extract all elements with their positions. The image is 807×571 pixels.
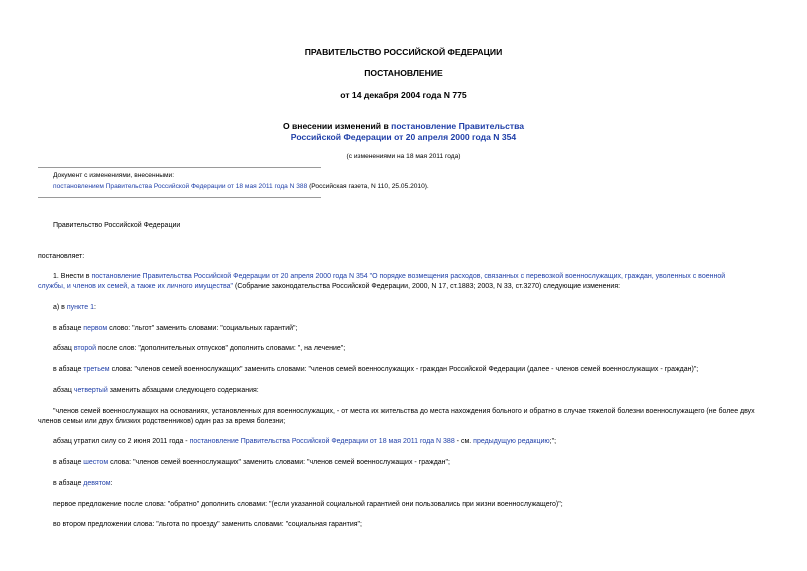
item-ninth bbox=[53, 479, 113, 489]
item-a-link[interactable]: пункте 1 bbox=[66, 304, 94, 311]
item-third-pre: в абзаце bbox=[53, 366, 84, 373]
divider-top bbox=[38, 167, 321, 168]
note-rest: (Российская газета, N 110, 25.05.2010). bbox=[307, 183, 429, 190]
paragraph-1-link[interactable]: постановление Правительства Российской Федерации от 20 апреля 2000 года N 354 "О порядке возмещения расходов, связанных с перевозкой военнослужащих, граждан, уволенных с военной bbox=[91, 273, 726, 280]
title-link[interactable]: постановление Правительства bbox=[391, 121, 525, 131]
item-sixth bbox=[53, 458, 450, 468]
document-type: ПОСТАНОВЛЕНИЕ bbox=[364, 68, 443, 78]
note-line2 bbox=[53, 183, 429, 190]
item-second-post: после слов: "дополнительных отпусков" дополнить словами: ", на лечение"; bbox=[96, 345, 346, 352]
document-title-line1 bbox=[0, 121, 807, 131]
repealed-pre: абзац утратил силу со 2 июня 2011 года - bbox=[53, 438, 190, 445]
paragraph-1-start: 1. Внести в bbox=[53, 273, 92, 280]
repealed-paragraph bbox=[53, 437, 556, 447]
item-second-link[interactable]: второй bbox=[73, 345, 97, 352]
title-text: О внесении изменений в bbox=[282, 121, 392, 131]
paragraph-1-line2 bbox=[38, 282, 620, 292]
first-sentence-change: первое предложение после слова: "обратно" дополнить словами: "(если указанной социальной гарантией они пользовались при жизни военнослужащего)"; bbox=[53, 501, 563, 508]
divider-bottom bbox=[38, 197, 321, 198]
previous-edition-link[interactable]: предыдущую редакцию bbox=[473, 438, 550, 445]
item-first-post: слово: "льгот" заменить словами: "социальных гарантий"; bbox=[107, 325, 298, 332]
item-sixth-post: слова: "членов семей военнослужащих" заменить словами: "членов семей военнослужащих - граждан"; bbox=[108, 459, 450, 466]
note-line1: Документ с изменениями, внесенными: bbox=[53, 172, 175, 179]
item-third-post: слова: "членов семей военнослужащих" заменить словами: "членов семей военнослужащих - граждан Российской Федерации (далее - членов семей военнослужащих - граждан)"; bbox=[109, 366, 699, 373]
document-date-number: от 14 декабря 2004 года N 775 bbox=[340, 90, 467, 100]
changes-note: (с изменениями на 18 мая 2011 года) bbox=[346, 153, 461, 160]
government-heading: ПРАВИТЕЛЬСТВО РОССИЙСКОЙ ФЕДЕРАЦИИ bbox=[304, 47, 503, 57]
paragraph-1-rest: (Собрание законодательства Российской Федерации, 2000, N 17, ст.1883; 2003, N 33, ст.3270) следующие изменения: bbox=[233, 283, 621, 290]
item-third bbox=[53, 365, 698, 375]
item-first bbox=[53, 324, 297, 334]
quote-line2: членов семьи или двух близких родственников) один раз за время болезни; bbox=[38, 418, 286, 425]
item-sixth-link[interactable]: шестом bbox=[83, 459, 109, 466]
item-ninth-pre: в абзаце bbox=[53, 480, 84, 487]
item-first-pre: в абзаце bbox=[53, 325, 84, 332]
item-first-link[interactable]: первом bbox=[83, 325, 108, 332]
government-name: Правительство Российской Федерации bbox=[53, 222, 181, 229]
note-link[interactable]: постановлением Правительства Российской Федерации от 18 мая 2011 года N 388 bbox=[53, 183, 308, 190]
second-sentence-change: во втором предложении слова: "льгота по проезду" заменить словами: "социальная гарантия"; bbox=[53, 521, 362, 528]
item-ninth-link[interactable]: девятом bbox=[83, 480, 111, 487]
repealed-mid: - см. bbox=[454, 438, 474, 445]
repealed-post: ;"; bbox=[549, 438, 557, 445]
repealed-link[interactable]: постановление Правительства Российской Федерации от 18 мая 2011 года N 388 bbox=[189, 438, 455, 445]
paragraph-1-line1 bbox=[53, 272, 725, 282]
item-fourth-pre: абзац bbox=[53, 387, 74, 394]
item-second-pre: абзац bbox=[53, 345, 74, 352]
item-second bbox=[53, 344, 345, 354]
item-a-post: : bbox=[94, 304, 96, 311]
item-fourth-post: заменить абзацами следующего содержания: bbox=[107, 387, 259, 394]
item-fourth-link[interactable]: четвертый bbox=[73, 387, 108, 394]
item-ninth-post: : bbox=[110, 480, 113, 487]
paragraph-1-link-cont[interactable]: службы, и членов их семей, а также их личного имущества" bbox=[38, 283, 234, 290]
document-title-line2[interactable]: Российской Федерации от 20 апреля 2000 года N 354 bbox=[290, 132, 517, 142]
quote-line1: "членов семей военнослужащих на основаниях, установленных для военнослужащих, - от места их жительства до места нахождения больного и обратно в случае тяжелой болезни военнослужащего (не более двух bbox=[53, 408, 755, 415]
item-sixth-pre: в абзаце bbox=[53, 459, 84, 466]
item-a-pre: а) в bbox=[53, 304, 67, 311]
item-a bbox=[53, 303, 96, 313]
item-fourth bbox=[53, 386, 259, 396]
decides-text: постановляет: bbox=[38, 253, 85, 260]
item-third-link[interactable]: третьем bbox=[83, 366, 110, 373]
